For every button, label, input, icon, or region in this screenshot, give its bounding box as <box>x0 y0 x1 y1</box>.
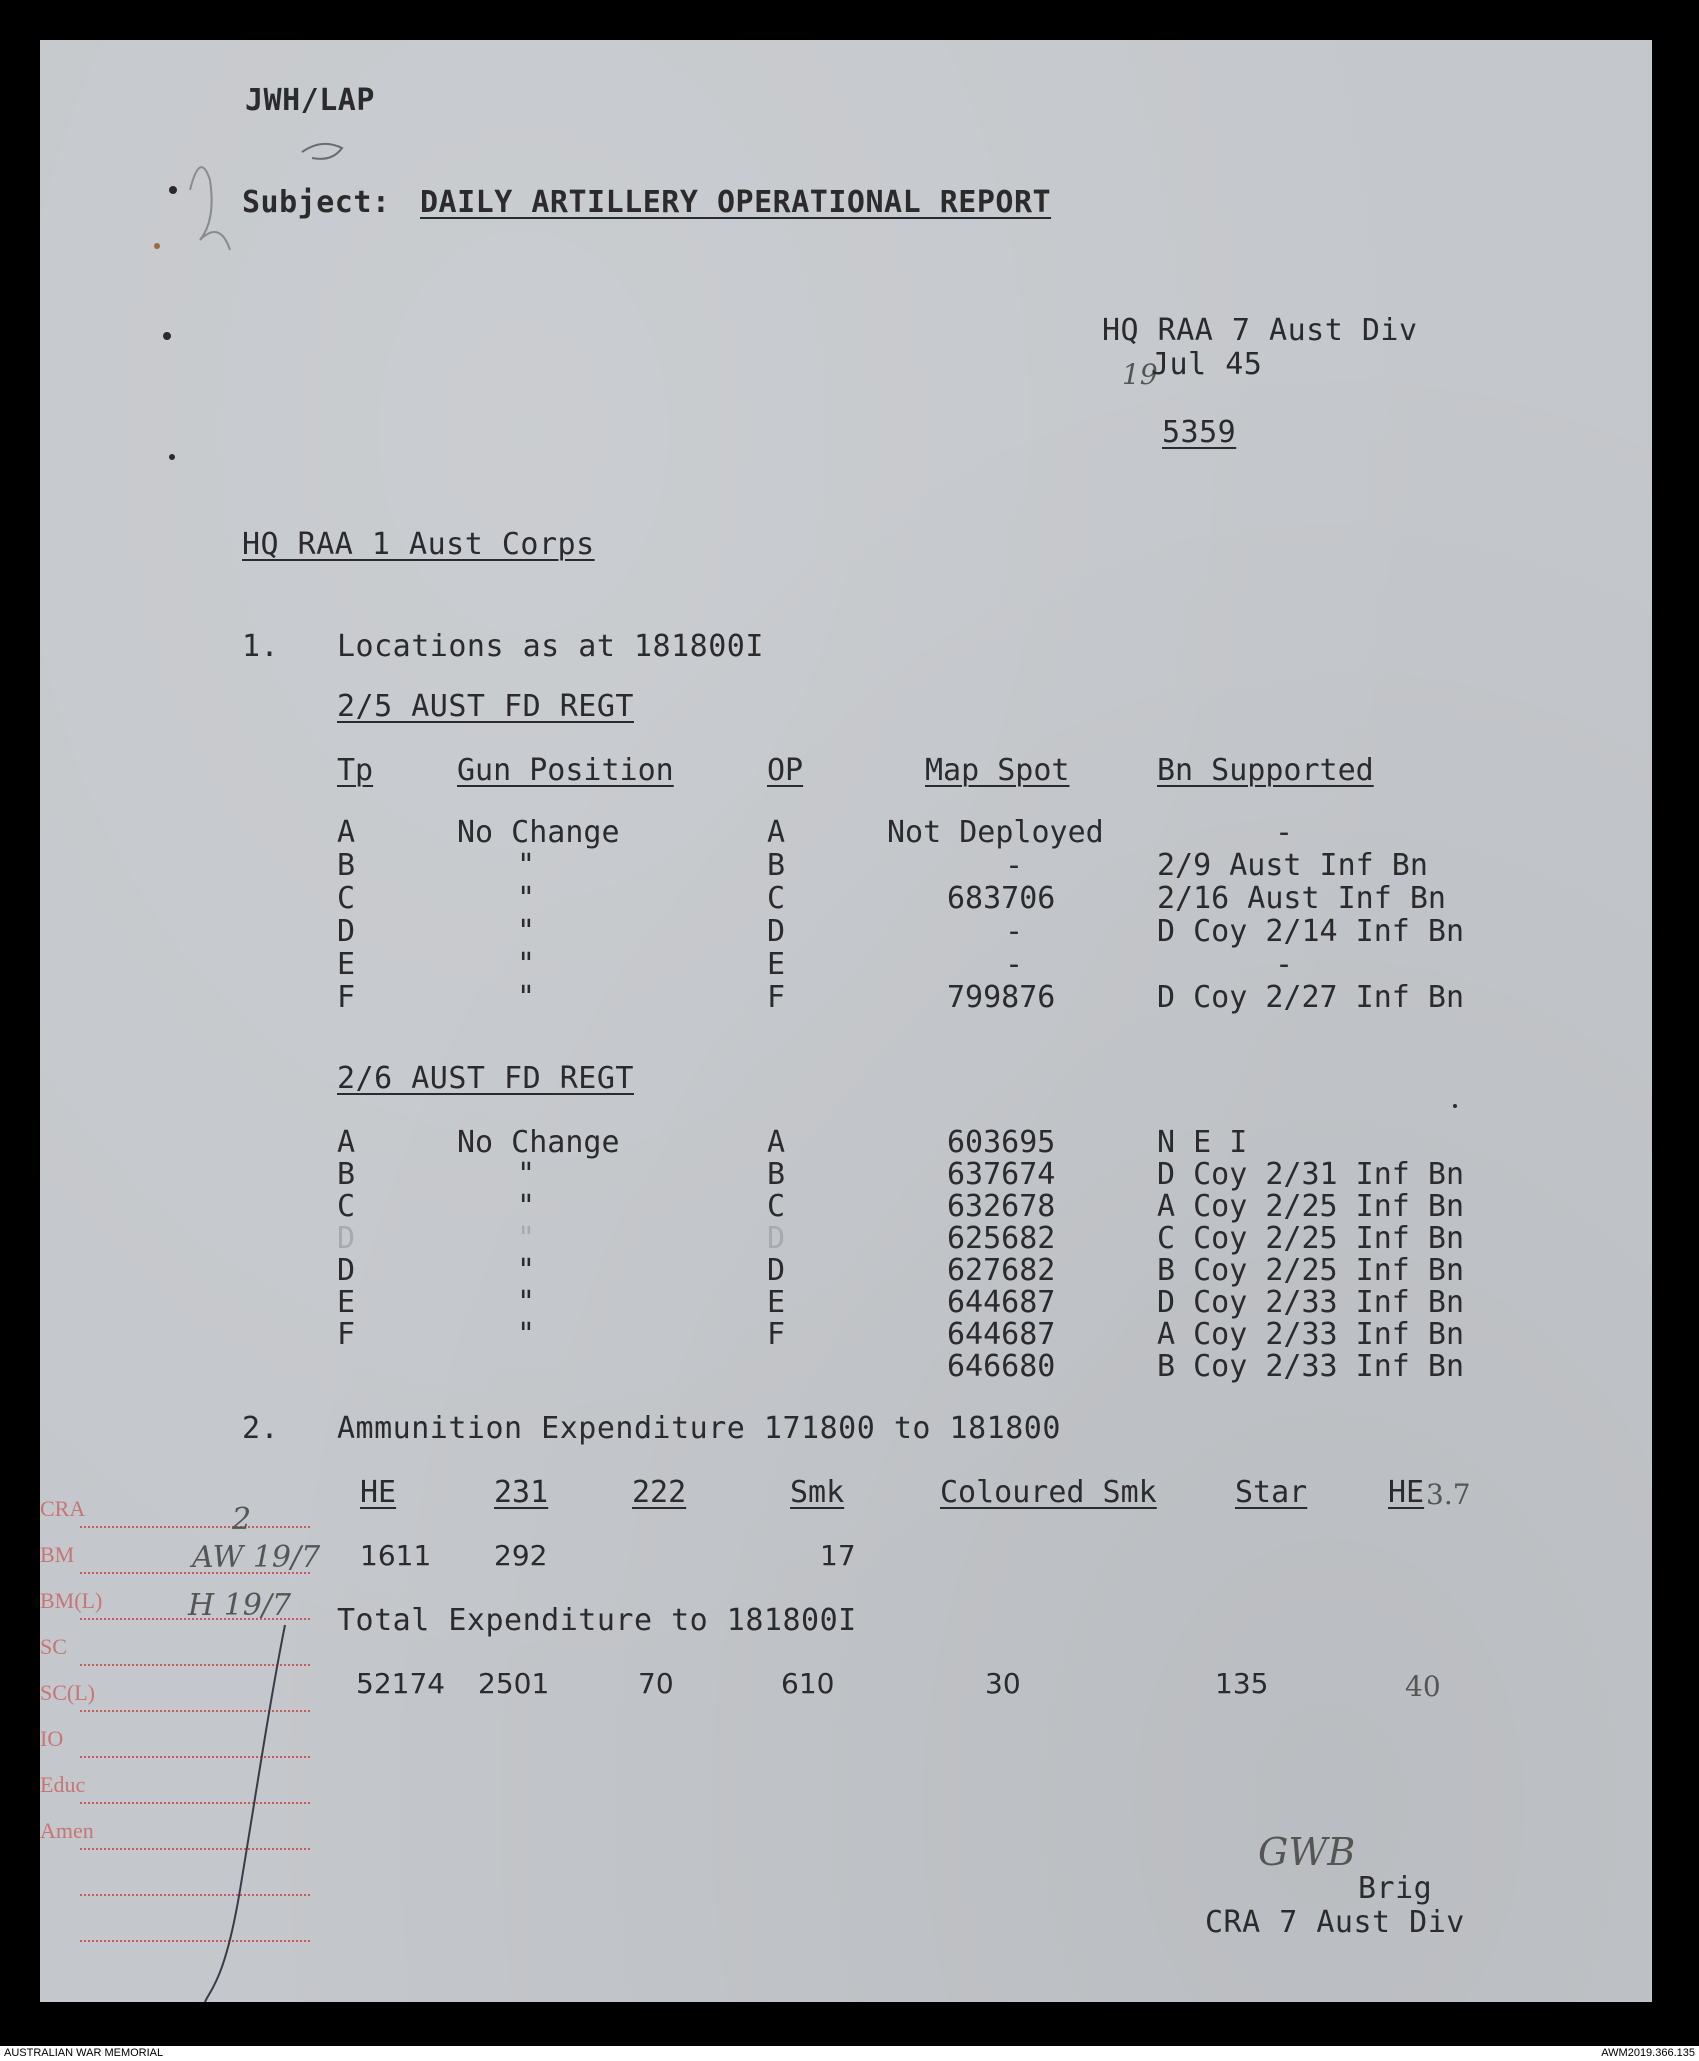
cell-op: A <box>767 815 786 850</box>
cell-bn: D Coy 2/14 Inf Bn <box>1157 914 1465 949</box>
cell-op: C <box>767 1189 786 1224</box>
cell-tp: E <box>337 1285 356 1320</box>
cell-tp: E <box>337 947 356 982</box>
cell-map: 603695 <box>947 1125 1056 1160</box>
cell-bn: C Coy 2/25 Inf Bn <box>1157 1221 1465 1256</box>
total-coloured-smk: 30 <box>985 1667 1021 1700</box>
archive-footer <box>0 2046 1699 2061</box>
header-gun-position: Gun Position <box>457 753 674 788</box>
total-smk: 610 <box>781 1667 835 1700</box>
cell-tp: F <box>337 980 356 1015</box>
regt-2-name: 2/6 AUST FD REGT <box>337 1061 634 1096</box>
cell-op: B <box>767 848 786 883</box>
cell-gun: " <box>517 1157 536 1192</box>
header-222: 222 <box>632 1475 687 1510</box>
from-unit: HQ RAA 7 Aust Div <box>1102 313 1418 348</box>
total-he: 52174 <box>356 1667 446 1700</box>
cell-map: - <box>1005 947 1024 982</box>
header-he: HE <box>360 1475 397 1510</box>
header-coloured-smk: Coloured Smk <box>940 1475 1157 1510</box>
cell-tp: D <box>337 1253 356 1288</box>
cell-gun: " <box>517 1253 536 1288</box>
cell-gun: " <box>517 914 536 949</box>
stamp-label: SC <box>40 1634 67 1659</box>
stamp-annotation-bml: H 19/7 <box>188 1588 292 1623</box>
cell-map: - <box>1005 848 1024 883</box>
header-smk: Smk <box>790 1475 845 1510</box>
footer-right: AWM2019.366.135 <box>1601 2047 1695 2059</box>
cell-bn: A Coy 2/25 Inf Bn <box>1157 1189 1465 1224</box>
regt-1-name: 2/5 AUST FD REGT <box>337 689 634 724</box>
cell-op: C <box>767 881 786 916</box>
cell-bn: B Coy 2/33 Inf Bn <box>1157 1349 1465 1384</box>
stamp-annotation-bm: AW 19/7 <box>192 1540 321 1575</box>
cell-tp: C <box>337 881 356 916</box>
section-2-title: Ammunition Expenditure 171800 to 181800 <box>337 1411 1061 1446</box>
footer-left: AUSTRALIAN WAR MEMORIAL <box>4 2047 164 2059</box>
total-he-3-7-handwritten: 40 <box>1405 1670 1441 1703</box>
total-star: 135 <box>1215 1667 1269 1700</box>
cell-map: - <box>1005 914 1024 949</box>
cell-gun: " <box>517 881 536 916</box>
cell-tp: A <box>337 815 356 850</box>
doc-number: 5359 <box>1162 415 1237 450</box>
header-bn-supported: Bn Supported <box>1157 753 1374 788</box>
cell-bn: 2/16 Aust Inf Bn <box>1157 881 1446 916</box>
signature-rank: Brig <box>1358 1871 1433 1906</box>
cell-op: D <box>767 1221 786 1256</box>
stamp-label: Educ <box>40 1772 86 1797</box>
cell-op: D <box>767 1253 786 1288</box>
cell-tp: D <box>337 914 356 949</box>
cell-bn: - <box>1275 947 1294 982</box>
stamp-label: Amen <box>40 1818 94 1843</box>
subject-label: Subject: <box>242 185 391 220</box>
cell-map: 644687 <box>947 1285 1056 1320</box>
cell-tp: A <box>337 1125 356 1160</box>
cell-gun: " <box>517 947 536 982</box>
stamp-label: BM <box>40 1542 75 1567</box>
cell-op: F <box>767 1317 786 1352</box>
cell-gun: " <box>517 1317 536 1352</box>
date-handwritten: 19 <box>1122 358 1158 391</box>
cell-tp: B <box>337 1157 356 1192</box>
cell-tp: B <box>337 848 356 883</box>
stamp-annotation-cra: 2 <box>232 1502 252 1537</box>
pen-marks-decoration <box>40 40 1652 2002</box>
total-231: 2501 <box>478 1667 550 1700</box>
cell-bn: A Coy 2/33 Inf Bn <box>1157 1317 1465 1352</box>
header-he-2: HE <box>1388 1475 1425 1510</box>
subject-title: DAILY ARTILLERY OPERATIONAL REPORT <box>420 185 1052 220</box>
cell-op: E <box>767 1285 786 1320</box>
cell-map: 627682 <box>947 1253 1056 1288</box>
cell-bn: B Coy 2/25 Inf Bn <box>1157 1253 1465 1288</box>
cell-map: 683706 <box>947 881 1056 916</box>
cell-gun: " <box>517 848 536 883</box>
cell-bn: - <box>1275 815 1294 850</box>
cell-map: 644687 <box>947 1317 1056 1352</box>
stamp-label: BM(L) <box>40 1588 103 1613</box>
cell-map: 632678 <box>947 1189 1056 1224</box>
daily-231: 292 <box>494 1539 548 1572</box>
section-1-number: 1. <box>242 629 280 664</box>
cell-bn: D Coy 2/27 Inf Bn <box>1157 980 1465 1015</box>
signature-initials: GWB <box>1258 1830 1356 1874</box>
cell-tp: C <box>337 1189 356 1224</box>
header-op: OP <box>767 753 804 788</box>
cell-bn: D Coy 2/33 Inf Bn <box>1157 1285 1465 1320</box>
cell-gun: " <box>517 1285 536 1320</box>
cell-tp: D <box>337 1221 356 1256</box>
cell-map: 637674 <box>947 1157 1056 1192</box>
cell-bn: 2/9 Aust Inf Bn <box>1157 848 1428 883</box>
stamp-label: SC(L) <box>40 1680 95 1705</box>
to-unit: HQ RAA 1 Aust Corps <box>242 527 595 562</box>
cell-gun: " <box>517 1221 536 1256</box>
date-typed: Jul 45 <box>1151 347 1263 382</box>
cell-op: B <box>767 1157 786 1192</box>
cell-op: A <box>767 1125 786 1160</box>
cell-gun: No Change <box>457 1125 620 1160</box>
section-2-number: 2. <box>242 1411 280 1446</box>
reference-code: JWH/LAP <box>245 83 375 118</box>
daily-smk: 17 <box>820 1539 856 1572</box>
header-231: 231 <box>494 1475 549 1510</box>
cell-op: F <box>767 980 786 1015</box>
cell-gun: " <box>517 1189 536 1224</box>
cell-bn: N E I <box>1157 1125 1248 1160</box>
cell-bn: D Coy 2/31 Inf Bn <box>1157 1157 1465 1192</box>
total-label: Total Expenditure to 181800I <box>337 1603 857 1638</box>
cell-map: 799876 <box>947 980 1056 1015</box>
header-tp: Tp <box>337 753 374 788</box>
section-1-title: Locations as at 181800I <box>337 629 764 664</box>
cell-map: Not Deployed <box>887 815 1104 850</box>
cell-op: E <box>767 947 786 982</box>
he-calibre-handwritten: 3.7 <box>1426 1478 1471 1511</box>
cell-gun: " <box>517 980 536 1015</box>
cell-op: D <box>767 914 786 949</box>
total-222: 70 <box>638 1667 674 1700</box>
daily-he: 1611 <box>360 1539 432 1572</box>
cell-map: 625682 <box>947 1221 1056 1256</box>
stamp-label: CRA <box>40 1496 86 1521</box>
header-star: Star <box>1235 1475 1308 1510</box>
document-page <box>40 40 1652 2002</box>
signature-appointment: CRA 7 Aust Div <box>1205 1905 1465 1940</box>
cell-map: 646680 <box>947 1349 1056 1384</box>
cell-tp: F <box>337 1317 356 1352</box>
cell-gun: No Change <box>457 815 620 850</box>
stamp-label: IO <box>40 1726 64 1751</box>
header-map-spot: Map Spot <box>925 753 1070 788</box>
